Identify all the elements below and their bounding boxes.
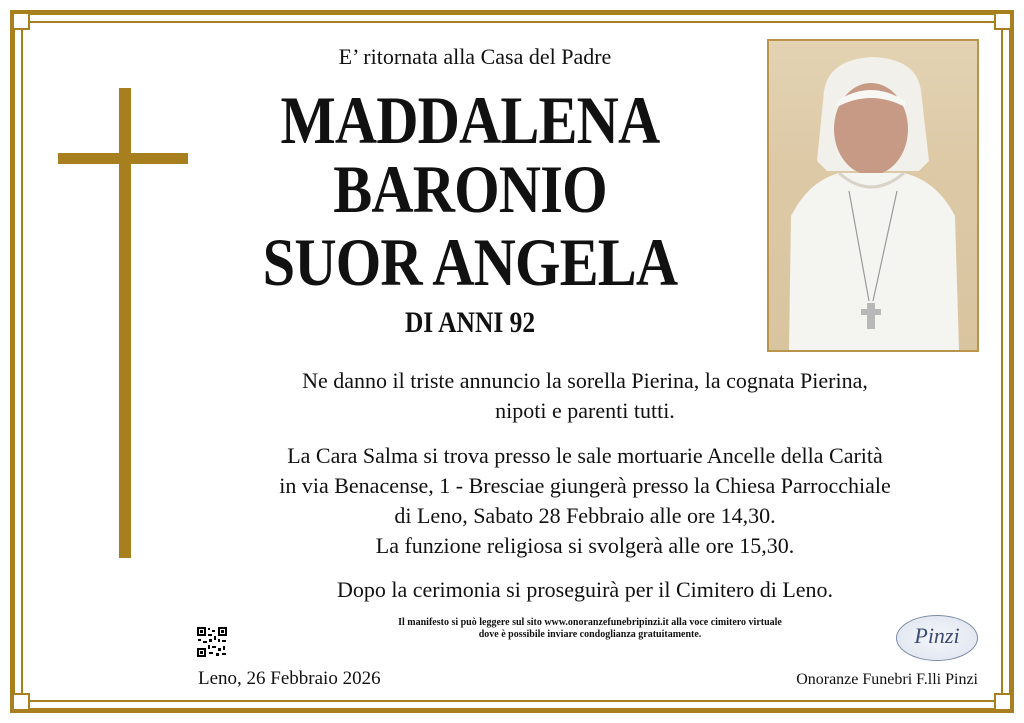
deceased-portrait xyxy=(767,39,979,352)
details-line: La Cara Salma si trova presso le sale mortuarie Ancelle della Carità xyxy=(287,443,883,468)
frame-corner-bottom-left xyxy=(12,693,30,711)
frame-corner-top-right xyxy=(994,12,1012,30)
age-text: DI ANNI 92 xyxy=(404,306,536,339)
details-line: di Leno, Sabato 28 Febbraio alle ore 14,30. xyxy=(394,503,776,528)
web-note-line: dove è possibile inviare condoglianza gratuitamente. xyxy=(478,629,702,640)
announcement-line: Ne danno il triste annuncio la sorella Pierina, la cognata Pierina, xyxy=(302,368,868,393)
frame-corner-top-left xyxy=(12,12,30,30)
place-and-date: Leno, 26 Febbraio 2026 xyxy=(198,668,381,689)
announcement-line: nipoti e parenti tutti. xyxy=(495,398,675,423)
frame-corner-bottom-right xyxy=(994,693,1012,711)
after-ceremony-text: Dopo la cerimonia si proseguirà per il Cimitero di Leno. xyxy=(336,577,834,602)
details-line: in via Benacense, 1 - Bresciae giungerà presso la Chiesa Parrocchiale xyxy=(279,473,891,498)
intro-text: E’ ritornata alla Casa del Padre xyxy=(338,44,612,69)
funeral-home-name: Onoranze Funebri F.lli Pinzi xyxy=(796,671,978,688)
web-note xyxy=(280,617,900,641)
logo-text: Pinzi xyxy=(914,623,960,648)
deceased-religious-name: SUOR ANGELA xyxy=(262,224,678,300)
deceased-name-line2: BARONIO xyxy=(333,151,607,227)
funeral-details xyxy=(200,441,970,561)
announcement xyxy=(200,366,970,426)
web-note-line: Il manifesto si può leggere sul sito www.onoranzefunebripinzi.it alla voce cimitero virtuale xyxy=(398,617,782,628)
deceased-name-line1: MADDALENA xyxy=(280,82,660,158)
details-line: La funzione religiosa si svolgerà alle ore 15,30. xyxy=(375,533,795,558)
funeral-home-logo xyxy=(896,615,978,661)
qr-code-icon[interactable] xyxy=(196,626,228,658)
